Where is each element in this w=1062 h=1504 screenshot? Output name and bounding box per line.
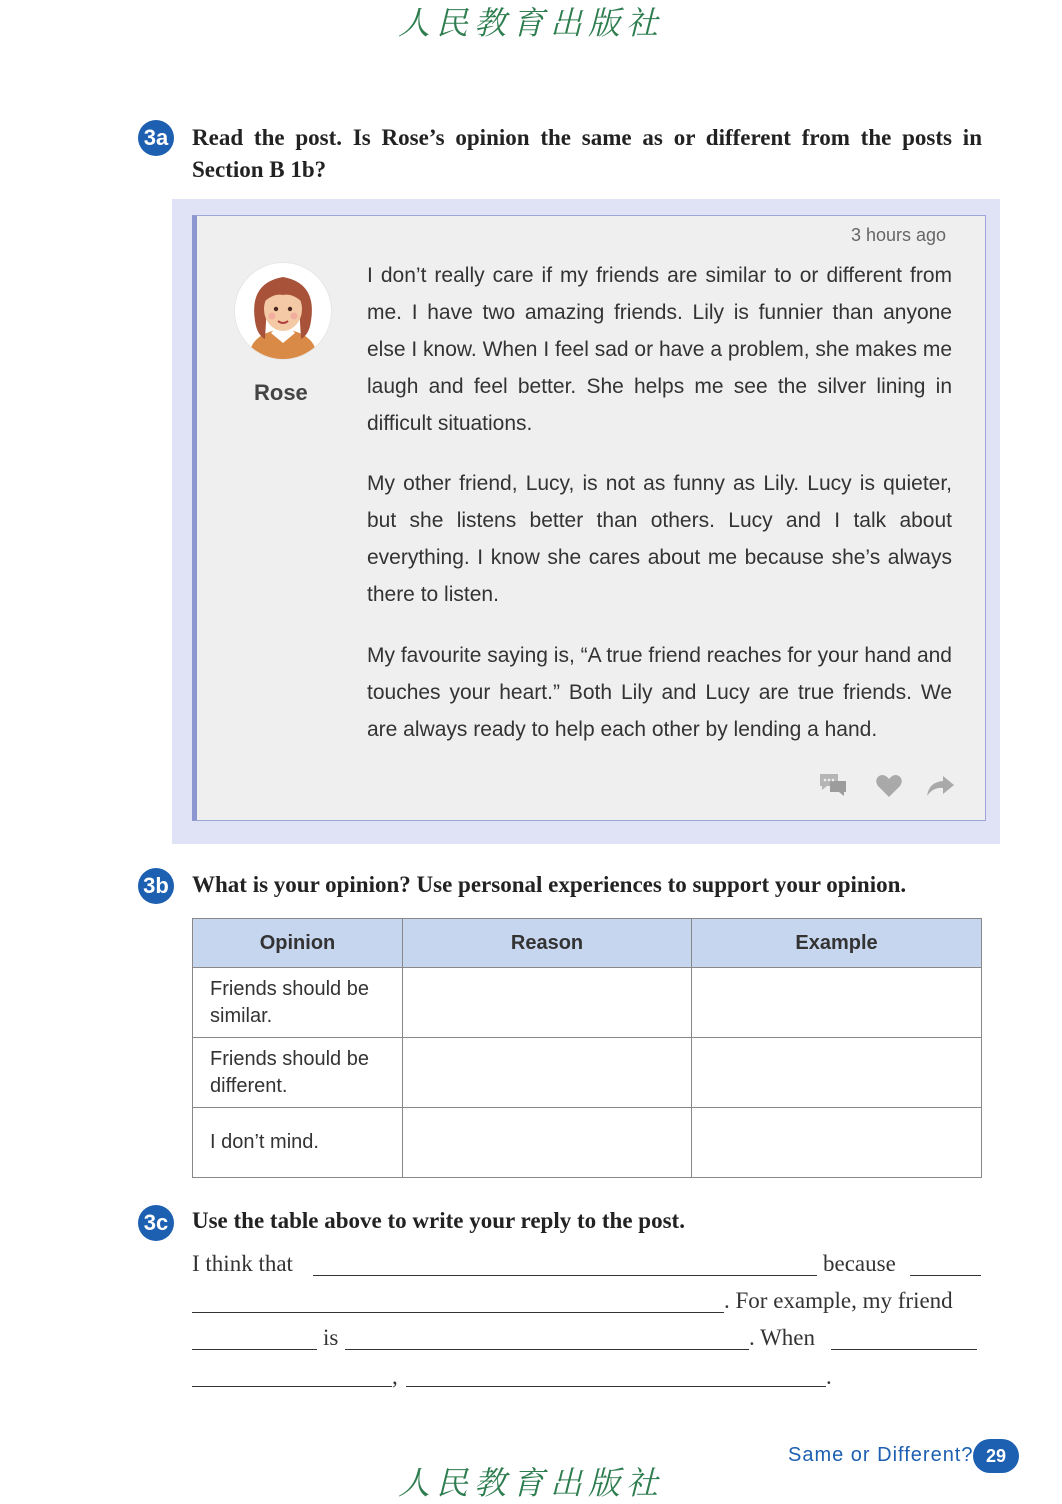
table-row — [193, 1108, 982, 1178]
section-3c-badge: 3c — [138, 1205, 174, 1241]
heart-icon[interactable] — [875, 774, 903, 798]
frame-text-for-example: . For example, my friend — [724, 1288, 953, 1313]
blank-friend-name[interactable] — [192, 1349, 317, 1350]
footer-unit-title: Same or Different? — [788, 1444, 974, 1466]
blank-reason-start[interactable] — [910, 1275, 981, 1276]
section-3a-title-line2: Section B 1b? — [192, 157, 327, 182]
blank-result[interactable] — [406, 1386, 826, 1387]
section-3a-badge: 3a — [138, 120, 174, 156]
blank-situation[interactable] — [192, 1386, 392, 1387]
header-reason: Reason — [403, 919, 692, 968]
section-3b-badge: 3b — [138, 868, 174, 904]
example-cell[interactable] — [692, 1038, 982, 1108]
publisher-watermark-bottom: 人民教育出版社 — [397, 1464, 664, 1502]
avatar-image — [235, 263, 331, 359]
example-cell[interactable] — [692, 1108, 982, 1178]
frame-text-comma: , — [392, 1364, 398, 1389]
author-name: Rose — [254, 380, 308, 405]
blank-reason[interactable] — [192, 1312, 724, 1313]
comment-icon[interactable] — [818, 772, 848, 798]
publisher-watermark-top: 人民教育出版社 — [397, 4, 664, 42]
blank-situation-start[interactable] — [831, 1349, 977, 1350]
reason-cell[interactable] — [403, 1108, 692, 1178]
header-opinion: Opinion — [193, 919, 403, 968]
header-example: Example — [692, 919, 982, 968]
avatar — [235, 263, 331, 359]
opinion-cell: Friends should be different. — [193, 1038, 403, 1108]
section-3b-instruction: What is your opinion? Use personal experiences to support your opinion. — [192, 872, 907, 897]
opinion-cell: I don’t mind. — [193, 1108, 403, 1178]
table-row — [193, 968, 982, 1038]
section-3a-title-line1: Read the post. Is Rose’s opinion the same as or different from the posts in — [192, 125, 982, 150]
post-timestamp: 3 hours ago — [851, 225, 947, 245]
opinion-cell: Friends should be similar. — [193, 968, 403, 1038]
frame-text-when: . When — [749, 1325, 816, 1350]
table-row — [193, 1038, 982, 1108]
opinion-table — [192, 918, 982, 1178]
frame-text-is: is — [323, 1325, 339, 1350]
page-number: 29 — [973, 1439, 1019, 1473]
blank-opinion[interactable] — [313, 1275, 817, 1276]
section-3c-instruction: Use the table above to write your reply to the post. — [192, 1208, 685, 1233]
post-paragraph-1: I don’t really care if my friends are similar to or different from me. I have two amazing friends. Lily is funnier than anyone else I know. When I feel sad or have a problem, she makes me laugh and feel better. She helps me see the silver lining in difficult situations. — [367, 264, 952, 435]
post-paragraph-2: My other friend, Lucy, is not as funny as Lily. Lucy is quieter, but she listens better than others. Lucy and I talk about everything. I know she cares about me because she’s always there to listen. — [367, 472, 952, 606]
blank-quality[interactable] — [345, 1349, 749, 1350]
example-cell[interactable] — [692, 968, 982, 1038]
frame-text-period: . — [826, 1364, 832, 1389]
frame-text-i-think-that: I think that — [192, 1251, 293, 1276]
share-icon[interactable] — [925, 774, 955, 798]
table-header-row — [193, 919, 982, 968]
post-paragraph-3: My favourite saying is, “A true friend reaches for your hand and touches your heart.” Both Lily and Lucy are true friends. We are always ready to help each other by lending a hand. — [367, 644, 952, 741]
frame-text-because: because — [823, 1251, 896, 1276]
reason-cell[interactable] — [403, 968, 692, 1038]
reason-cell[interactable] — [403, 1038, 692, 1108]
